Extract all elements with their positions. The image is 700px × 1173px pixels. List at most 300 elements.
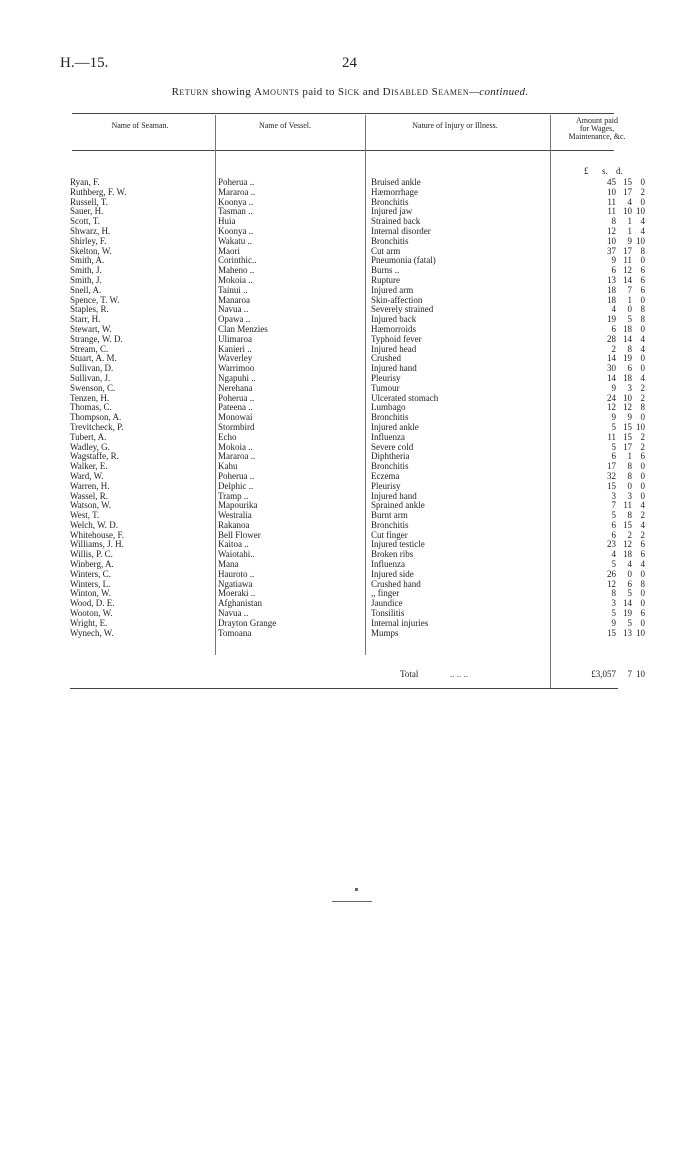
vessel-name: Waiotahi..	[218, 550, 255, 560]
amount-shillings: 1	[627, 451, 632, 462]
injury-nature: Mumps	[371, 628, 399, 638]
amount-pence: 6	[640, 549, 645, 560]
amount-shillings: 15	[623, 431, 632, 442]
amount-pence: 2	[640, 382, 645, 393]
table-row	[70, 501, 650, 511]
vessel-name: Kanieri ..	[218, 344, 252, 354]
injury-nature: Burnt arm	[371, 511, 408, 521]
vessel-name: Clan Menzies	[218, 324, 268, 334]
amount-pence: 4	[640, 500, 645, 511]
table-row	[70, 521, 650, 531]
amount-pounds: 12	[607, 225, 616, 236]
amount-pence: 0	[640, 461, 645, 472]
injury-nature: Internal disorder	[371, 226, 431, 236]
table-row	[70, 247, 650, 257]
amount-pence: 0	[640, 617, 645, 628]
amount-pence: 0	[640, 568, 645, 579]
injury-nature: Bronchitis	[371, 462, 409, 472]
vessel-name: Manaroa	[218, 295, 250, 305]
seaman-name: Winton, W.	[70, 589, 111, 599]
table-row	[70, 492, 650, 502]
injury-nature: Injured jaw	[371, 207, 413, 217]
seaman-name: Wassel, R.	[70, 491, 109, 501]
injury-nature: Eczema	[371, 471, 400, 481]
seaman-name: Warren, H.	[70, 481, 110, 491]
vessel-name: Mararoa ..	[218, 187, 256, 197]
title-word: Sick	[337, 86, 360, 98]
seaman-name: Winters, C.	[70, 569, 111, 579]
vessel-name: Monowai	[218, 413, 253, 423]
amount-pence: 6	[640, 265, 645, 276]
vessel-name: Corinthic..	[218, 256, 257, 266]
amount-shillings: 9	[627, 412, 632, 423]
amount-shillings: 18	[623, 372, 632, 383]
amount-shillings: 8	[627, 343, 632, 354]
col-header-amount-line: Maintenance, &c.	[568, 132, 626, 141]
seaman-name: Smith, J.	[70, 275, 102, 285]
amount-pence: 4	[640, 519, 645, 530]
amount-pounds: 6	[611, 265, 616, 276]
table-row	[70, 443, 650, 453]
amount-pence: 0	[640, 177, 645, 187]
seaman-name: Russell, T.	[70, 197, 108, 207]
seaman-name: Wood, D. E.	[70, 599, 115, 609]
seaman-name: Walker, E.	[70, 462, 108, 472]
vessel-name: Kaitoa ..	[218, 540, 249, 550]
amount-pounds: 30	[607, 363, 616, 374]
unit-pence: d.	[616, 166, 623, 176]
injury-nature: Injured testicle	[371, 540, 425, 550]
vessel-name: Poherua ..	[218, 393, 255, 403]
amount-pence: 8	[640, 245, 645, 256]
amount-pounds: 9	[611, 382, 616, 393]
vessel-name: Afghanistan	[218, 599, 262, 609]
table-row	[70, 217, 650, 227]
table-row	[70, 325, 650, 335]
amount-pence: 0	[640, 363, 645, 374]
vessel-name: Stormbird	[218, 422, 255, 432]
injury-nature: Burns ..	[371, 266, 400, 276]
table-row	[70, 178, 650, 188]
seaman-name: Wooton, W.	[70, 609, 113, 619]
amount-pounds: 5	[611, 421, 616, 432]
injury-nature: Skin-affection	[371, 295, 423, 305]
amount-pence: 0	[640, 470, 645, 481]
vessel-name: Tramp ..	[218, 491, 249, 501]
injury-nature: Internal injuries	[371, 618, 429, 628]
amount-shillings: 15	[623, 519, 632, 530]
amount-shillings: 6	[627, 578, 632, 589]
vessel-name: Rakanoa	[218, 520, 250, 530]
seaman-name: Thompson, A.	[70, 413, 122, 423]
table-row	[70, 540, 650, 550]
amount-pence: 0	[640, 196, 645, 207]
amount-pence: 6	[640, 539, 645, 550]
amount-pence: 2	[640, 510, 645, 521]
injury-nature: Pleurisy	[371, 481, 401, 491]
amount-pounds: 15	[607, 480, 616, 491]
table-row	[70, 198, 650, 208]
amount-pounds: 3	[611, 598, 616, 609]
amount-pounds: 24	[607, 392, 616, 403]
vessel-name: Maheno ..	[218, 266, 255, 276]
amount-shillings: 1	[627, 216, 632, 227]
seaman-name: Scott, T.	[70, 217, 100, 227]
seaman-name: Stream, C.	[70, 344, 109, 354]
amount-pounds: 26	[607, 568, 616, 579]
seaman-name: Winberg, A.	[70, 560, 114, 570]
vessel-name: Navua ..	[218, 305, 249, 315]
injury-nature: Injured head	[371, 344, 417, 354]
amount-pence: 4	[640, 333, 645, 344]
document-code: H.—15.	[60, 55, 109, 71]
amount-pounds: 5	[611, 608, 616, 619]
amount-pence: 0	[640, 323, 645, 334]
title-word: and	[362, 86, 380, 98]
amount-pence: 0	[640, 255, 645, 266]
seaman-name: Tenzen, H.	[70, 393, 110, 403]
seaman-name: Spence, T. W.	[70, 295, 120, 305]
seaman-name: Smith, J.	[70, 266, 102, 276]
vessel-name: Koonya ..	[218, 197, 254, 207]
amount-pence: 6	[640, 451, 645, 462]
amount-pounds: 37	[607, 245, 616, 256]
amount-pounds: 45	[607, 177, 616, 187]
amount-shillings: 5	[627, 588, 632, 599]
col-header-amount	[552, 117, 642, 141]
injury-nature: Cut arm	[371, 246, 401, 256]
amount-shillings: 8	[627, 461, 632, 472]
amount-shillings: 14	[623, 274, 632, 285]
page-header	[60, 55, 640, 75]
amount-pounds: 19	[607, 314, 616, 325]
amount-pounds: 6	[611, 451, 616, 462]
amount-pence: 10	[636, 421, 645, 432]
amount-shillings: 0	[627, 568, 632, 579]
table-row	[70, 335, 650, 345]
col-header-vessel: Name of Vessel.	[258, 121, 312, 130]
amount-pounds: 8	[611, 216, 616, 227]
amount-pounds: 2	[611, 343, 616, 354]
amount-pounds: 8	[611, 588, 616, 599]
table-row	[70, 609, 650, 619]
table-row	[70, 482, 650, 492]
amount-pounds: 9	[611, 617, 616, 628]
amount-shillings: 1	[627, 294, 632, 305]
amount-shillings: 8	[627, 510, 632, 521]
amount-shillings: 13	[623, 627, 632, 638]
vessel-name: Mararoa ..	[218, 452, 256, 462]
table-row	[70, 531, 650, 541]
seaman-name: West, T.	[70, 511, 100, 521]
total-shillings: 7	[627, 669, 632, 679]
amount-pence: 6	[640, 284, 645, 295]
amount-shillings: 3	[627, 382, 632, 393]
amount-shillings: 6	[627, 363, 632, 374]
amount-pence: 10	[636, 206, 645, 217]
amount-shillings: 17	[623, 441, 632, 452]
top-rule	[72, 113, 614, 114]
amount-pence: 10	[636, 627, 645, 638]
table-row	[70, 384, 650, 394]
injury-nature: Diphtheria	[371, 452, 410, 462]
table-row	[70, 472, 650, 482]
table-row	[70, 256, 650, 266]
vessel-name: Poherua ..	[218, 178, 255, 187]
seaman-name: Williams, J. H.	[70, 540, 124, 550]
seaman-name: Wright, E.	[70, 618, 108, 628]
injury-nature: Injured hand	[371, 491, 417, 501]
amount-shillings: 7	[627, 284, 632, 295]
amount-pence: 8	[640, 578, 645, 589]
amount-pounds: 6	[611, 529, 616, 540]
amount-shillings: 0	[627, 304, 632, 315]
injury-nature: Injured ankle	[371, 422, 419, 432]
amount-pounds: 17	[607, 461, 616, 472]
vessel-name: Ngapuhi ..	[218, 373, 256, 383]
table-row	[70, 266, 650, 276]
amount-shillings: 12	[623, 265, 632, 276]
vessel-name: Waverley	[218, 354, 253, 364]
amount-pence: 4	[640, 343, 645, 354]
bottom-rule	[70, 688, 618, 689]
seaman-name: Staples, R.	[70, 305, 109, 315]
amount-pence: 0	[640, 490, 645, 501]
vessel-name: Bell Flower	[218, 530, 261, 540]
total-row	[70, 669, 650, 681]
amount-pounds: 18	[607, 284, 616, 295]
injury-nature: Bronchitis	[371, 236, 409, 246]
seaman-name: Ruthberg, F. W.	[70, 187, 127, 197]
vessel-name: Pateena ..	[218, 403, 253, 413]
amount-shillings: 15	[623, 177, 632, 187]
vessel-name: Poherua ..	[218, 471, 255, 481]
amount-shillings: 8	[627, 470, 632, 481]
table-row	[70, 354, 650, 364]
vessel-name: Opawa ..	[218, 315, 251, 325]
amount-pence: 2	[640, 431, 645, 442]
vessel-name: Mokoia ..	[218, 275, 253, 285]
amount-pence: 0	[640, 294, 645, 305]
amount-shillings: 5	[627, 314, 632, 325]
title-word: showing	[211, 86, 252, 98]
seaman-name: Willis, P. C.	[70, 550, 113, 560]
table-row	[70, 227, 650, 237]
seaman-name: Smith, A.	[70, 256, 105, 266]
injury-nature: Lumbago	[371, 403, 406, 413]
injury-nature: Pleurisy	[371, 373, 401, 383]
amount-shillings: 17	[623, 186, 632, 197]
vessel-name: Mokoia ..	[218, 442, 253, 452]
title-word: Amounts	[254, 86, 300, 98]
title-word: Disabled Seamen	[382, 86, 470, 98]
seaman-name: Winters, L.	[70, 579, 111, 589]
vessel-name: Kahu	[218, 462, 238, 472]
seaman-name: Snell, A.	[70, 285, 102, 295]
injury-nature: Ulcerated stomach	[371, 393, 439, 403]
table-row	[70, 374, 650, 384]
amount-shillings: 4	[627, 196, 632, 207]
amount-shillings: 19	[623, 608, 632, 619]
table-row	[70, 452, 650, 462]
injury-nature: Injured back	[371, 315, 417, 325]
amount-pounds: 32	[607, 470, 616, 481]
amount-shillings: 17	[623, 245, 632, 256]
amount-pounds: 5	[611, 510, 616, 521]
table-row	[70, 237, 650, 247]
seaman-name: Trevitcheck, P.	[70, 422, 124, 432]
seaman-name: Tubert, A.	[70, 432, 107, 442]
table-row	[70, 550, 650, 560]
amount-pounds: 7	[611, 500, 616, 511]
injury-nature: Severely strained	[371, 305, 434, 315]
amount-shillings: 11	[623, 500, 632, 511]
amount-pounds: 5	[611, 559, 616, 570]
amount-pence: 0	[640, 412, 645, 423]
injury-nature: Influenza	[371, 432, 405, 442]
title-word: paid to	[302, 86, 335, 98]
vessel-name: Westralia	[218, 511, 252, 521]
amount-shillings: 3	[627, 490, 632, 501]
page-number: 24	[342, 55, 357, 71]
vessel-name: Tainui ..	[218, 285, 248, 295]
table-row	[70, 364, 650, 374]
vessel-name: Moeraki ..	[218, 589, 256, 599]
vessel-name: Navua ..	[218, 609, 249, 619]
table-row	[70, 560, 650, 570]
amount-pence: 4	[640, 216, 645, 227]
amount-shillings: 15	[623, 421, 632, 432]
table-row	[70, 345, 650, 355]
amount-pounds: 10	[607, 186, 616, 197]
table-row	[70, 462, 650, 472]
injury-nature: Bronchitis	[371, 413, 409, 423]
seaman-name: Wagstaffe, R.	[70, 452, 119, 462]
table-row	[70, 286, 650, 296]
end-rule	[332, 901, 372, 902]
amount-pence: 4	[640, 372, 645, 383]
injury-nature: Cut finger	[371, 530, 408, 540]
amount-shillings: 18	[623, 549, 632, 560]
vessel-name: Huia	[218, 217, 236, 227]
total-label: Total	[400, 669, 419, 679]
amount-pence: 2	[640, 392, 645, 403]
amount-shillings: 2	[627, 529, 632, 540]
table-title	[60, 86, 640, 98]
seaman-name: Swenson, C.	[70, 383, 116, 393]
amount-pence: 4	[640, 559, 645, 570]
amount-pounds: 15	[607, 627, 616, 638]
table-row	[70, 629, 650, 639]
amount-pounds: 6	[611, 519, 616, 530]
injury-nature: Hæmorroids	[371, 324, 416, 334]
amount-shillings: 12	[623, 539, 632, 550]
vessel-name: Wakatu ..	[218, 236, 253, 246]
injury-nature: Tonsilitis	[371, 609, 405, 619]
table-row	[70, 599, 650, 609]
amount-shillings: 14	[623, 598, 632, 609]
amount-pence: 0	[640, 480, 645, 491]
amount-pounds: 13	[607, 274, 616, 285]
table-row	[70, 570, 650, 580]
amount-shillings: 14	[623, 333, 632, 344]
seaman-name: Sullivan, D.	[70, 364, 114, 374]
unit-shillings: s.	[602, 166, 608, 176]
table-row	[70, 511, 650, 521]
table-row	[70, 403, 650, 413]
table-row	[70, 276, 650, 286]
table-row	[70, 305, 650, 315]
seaman-name: Welch, W. D.	[70, 520, 119, 530]
amount-pence: 0	[640, 598, 645, 609]
col-header-seaman: Name of Seaman.	[111, 121, 169, 130]
amount-pounds: 4	[611, 549, 616, 560]
injury-nature: Injured hand	[371, 364, 417, 374]
amount-shillings: 19	[623, 353, 632, 364]
injury-nature: Strained back	[371, 217, 421, 227]
table-row	[70, 619, 650, 629]
amount-pounds: 12	[607, 578, 616, 589]
amount-pence: 2	[640, 441, 645, 452]
amount-pounds: 14	[607, 372, 616, 383]
amount-pounds: 28	[607, 333, 616, 344]
injury-nature: Hæmorrhage	[371, 187, 418, 197]
amount-pence: 4	[640, 225, 645, 236]
amount-shillings: 18	[623, 323, 632, 334]
vessel-name: Ngatiawa	[218, 579, 253, 589]
col-header-injury: Nature of Injury or Illness.	[412, 121, 498, 130]
vessel-name: Mana	[218, 560, 239, 570]
table-row	[70, 207, 650, 217]
vessel-name: Maori	[218, 246, 240, 256]
amount-shillings: 4	[627, 559, 632, 570]
vessel-name: Koonya ..	[218, 226, 254, 236]
amount-shillings: 11	[623, 255, 632, 266]
injury-nature: Pneumonia (fatal)	[371, 256, 436, 266]
amount-pounds: 11	[607, 431, 616, 442]
amount-shillings: 10	[623, 206, 632, 217]
table-row	[70, 433, 650, 443]
table-body	[70, 178, 650, 638]
vessel-name: Tomoana	[218, 628, 252, 638]
amount-pounds: 11	[607, 206, 616, 217]
title-word: Return	[171, 86, 209, 98]
injury-nature: Influenza	[371, 560, 405, 570]
amount-pounds: 9	[611, 412, 616, 423]
vessel-name: Mapourika	[218, 501, 258, 511]
injury-nature: Severe cold	[371, 442, 414, 452]
table-row	[70, 394, 650, 404]
table-row	[70, 423, 650, 433]
title-continued: —continued.	[469, 86, 529, 98]
injury-nature: Typhoid fever	[371, 334, 422, 344]
seaman-name: Shwarz, H.	[70, 226, 111, 236]
amount-pence: 0	[640, 353, 645, 364]
header-rule	[72, 150, 614, 151]
injury-nature: Rupture	[371, 275, 400, 285]
vessel-name: Hauroto ..	[218, 569, 255, 579]
amount-shillings: 9	[627, 235, 632, 246]
seaman-name: Thomas, C.	[70, 403, 112, 413]
injury-nature: Tumour	[371, 383, 400, 393]
unit-pounds: £	[584, 166, 589, 176]
amount-pounds: 6	[611, 323, 616, 334]
table-row	[70, 188, 650, 198]
seaman-name: Strange, W. D.	[70, 334, 123, 344]
table-row	[70, 580, 650, 590]
amount-pence: 8	[640, 402, 645, 413]
amount-pounds: 14	[607, 353, 616, 364]
